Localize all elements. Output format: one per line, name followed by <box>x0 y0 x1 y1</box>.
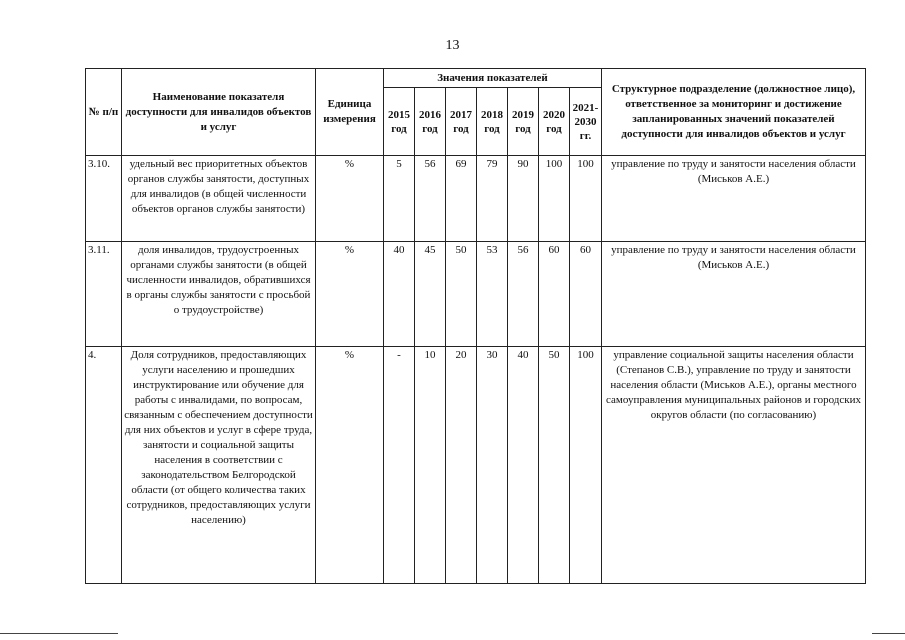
header-unit: Единица измерения <box>316 69 384 156</box>
header-num: № п/п <box>86 69 122 156</box>
row-unit: % <box>316 156 384 242</box>
row-name: Доля сотрудников, предоставляющих услуги населению и прошедших инструктирование или обучение для работы с инвалидами, по вопросам, связанным с обеспечением доступности для них объектов и услуг в сфере труда, занятости и социальной защиты населения в соответствии с законодательством Белгородской области (от общего количества таких сотрудников, предоставляющих услуги населению) <box>122 347 316 584</box>
table-row <box>86 242 866 347</box>
row-value-2015: - <box>384 347 415 584</box>
row-responsible: управление по труду и занятости населения области (Миськов А.Е.) <box>602 156 866 242</box>
row-value-2018: 53 <box>477 242 508 347</box>
row-value-2020: 100 <box>539 156 570 242</box>
row-unit: % <box>316 242 384 347</box>
row-num: 4. <box>86 347 122 584</box>
row-value-2019: 40 <box>508 347 539 584</box>
row-value-2016: 10 <box>415 347 446 584</box>
row-value-2019: 56 <box>508 242 539 347</box>
row-value-2015: 5 <box>384 156 415 242</box>
row-value-2020: 60 <box>539 242 570 347</box>
header-values-group: Значения показателей <box>384 69 602 88</box>
indicators-table <box>85 68 866 584</box>
row-value-2021-2030: 100 <box>570 156 602 242</box>
row-value-2016: 56 <box>415 156 446 242</box>
table-row <box>86 156 866 242</box>
row-value-2015: 40 <box>384 242 415 347</box>
row-value-2017: 20 <box>446 347 477 584</box>
row-value-2017: 69 <box>446 156 477 242</box>
row-num: 3.11. <box>86 242 122 347</box>
header-name: Наименование показателя доступности для инвалидов объектов и услуг <box>122 69 316 156</box>
row-unit: % <box>316 347 384 584</box>
header-year-2019: 2019 год <box>508 88 539 156</box>
row-value-2017: 50 <box>446 242 477 347</box>
header-year-2015: 2015 год <box>384 88 415 156</box>
page-number: 13 <box>445 38 460 53</box>
table-row <box>86 347 866 584</box>
header-responsible: Структурное подразделение (должностное лицо), ответственное за мониторинг и достижение запланированных значений показателей доступности для инвалидов объектов и услуг <box>602 69 866 156</box>
header-year-2020: 2020 год <box>539 88 570 156</box>
row-value-2021-2030: 100 <box>570 347 602 584</box>
row-value-2020: 50 <box>539 347 570 584</box>
row-value-2018: 30 <box>477 347 508 584</box>
row-value-2016: 45 <box>415 242 446 347</box>
row-responsible: управление социальной защиты населения области (Степанов С.В.), управление по труду и занятости населения области (Миськов А.Е.), органы местного самоуправления муниципальных районов и городских округов области (по согласованию) <box>602 347 866 584</box>
footnote-divider <box>0 633 118 634</box>
row-responsible: управление по труду и занятости населения области (Миськов А.Е.) <box>602 242 866 347</box>
page-edge-line <box>872 633 905 634</box>
row-value-2021-2030: 60 <box>570 242 602 347</box>
row-value-2019: 90 <box>508 156 539 242</box>
row-num: 3.10. <box>86 156 122 242</box>
header-year-2016: 2016 год <box>415 88 446 156</box>
header-year-2018: 2018 год <box>477 88 508 156</box>
header-row-top <box>86 69 866 88</box>
row-name: доля инвалидов, трудоустроенных органами службы занятости (в общей численности инвалидов, обратившихся в органы службы занятости с просьбой о трудоустройстве) <box>122 242 316 347</box>
row-value-2018: 79 <box>477 156 508 242</box>
row-name: удельный вес приоритетных объектов органов службы занятости, доступных для инвалидов (в общей численности объектов органов службы занятости) <box>122 156 316 242</box>
header-year-2017: 2017 год <box>446 88 477 156</box>
header-year-2021-2030: 2021-2030 гг. <box>570 88 602 156</box>
